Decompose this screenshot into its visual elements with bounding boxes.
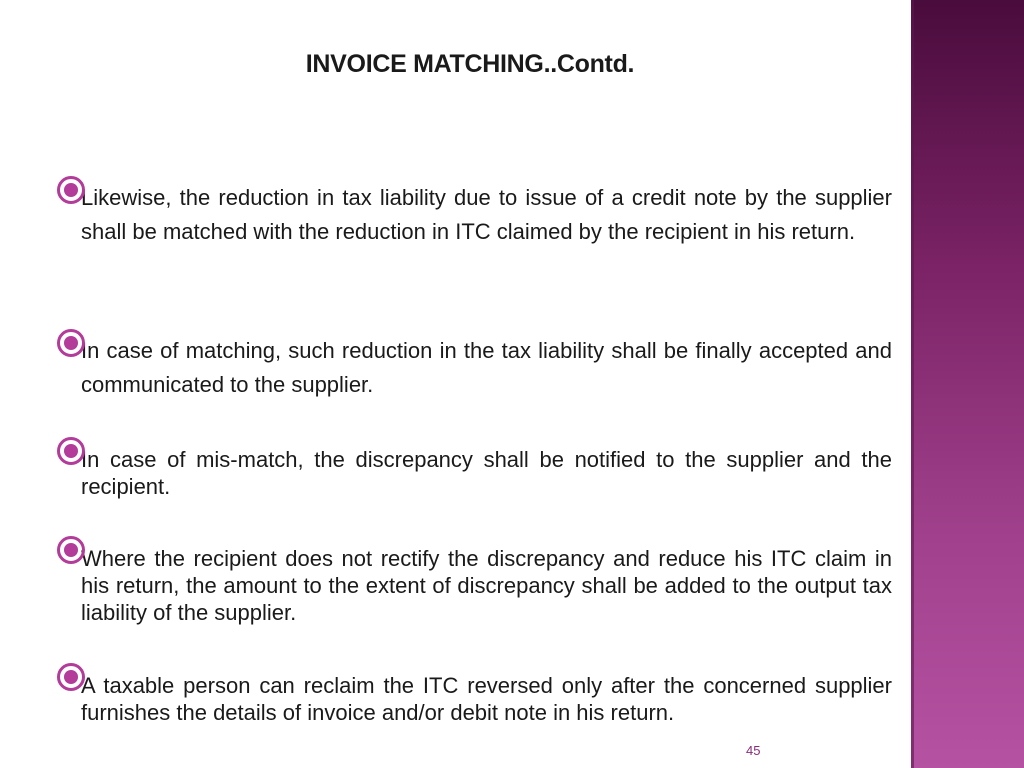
circle-bullet-icon <box>56 436 86 466</box>
circle-bullet-icon <box>56 535 86 565</box>
bullet-text: Where the recipient does not rectify the discrepancy and reduce his ITC claim in his return, the amount to the extent of discrepancy shall be added to the output tax liability of the supplier. <box>81 546 892 625</box>
circle-bullet-icon <box>56 328 86 358</box>
slide-title: INVOICE MATCHING..Contd. <box>305 50 635 78</box>
bullet-item <box>56 334 892 402</box>
bullet-text: Likewise, the reduction in tax liability due to issue of a credit note by the supplier shall be matched with the reduction in ITC claimed by the recipient in his return. <box>81 185 892 244</box>
bullet-item <box>56 181 892 249</box>
bullet-text: A taxable person can reclaim the ITC reversed only after the concerned supplier furnishes the details of invoice and/or debit note in his return. <box>81 673 892 725</box>
decorative-sidebar <box>911 0 1024 768</box>
circle-bullet-icon <box>56 662 86 692</box>
circle-bullet-icon <box>56 175 86 205</box>
bullet-item <box>56 545 892 626</box>
bullet-item <box>56 672 892 726</box>
bullet-text: In case of mis-match, the discrepancy shall be notified to the supplier and the recipient. <box>81 447 892 499</box>
page-number: 45 <box>746 743 761 758</box>
bullet-text: In case of matching, such reduction in the tax liability shall be finally accepted and communicated to the supplier. <box>81 338 892 397</box>
bullet-item <box>56 446 892 500</box>
